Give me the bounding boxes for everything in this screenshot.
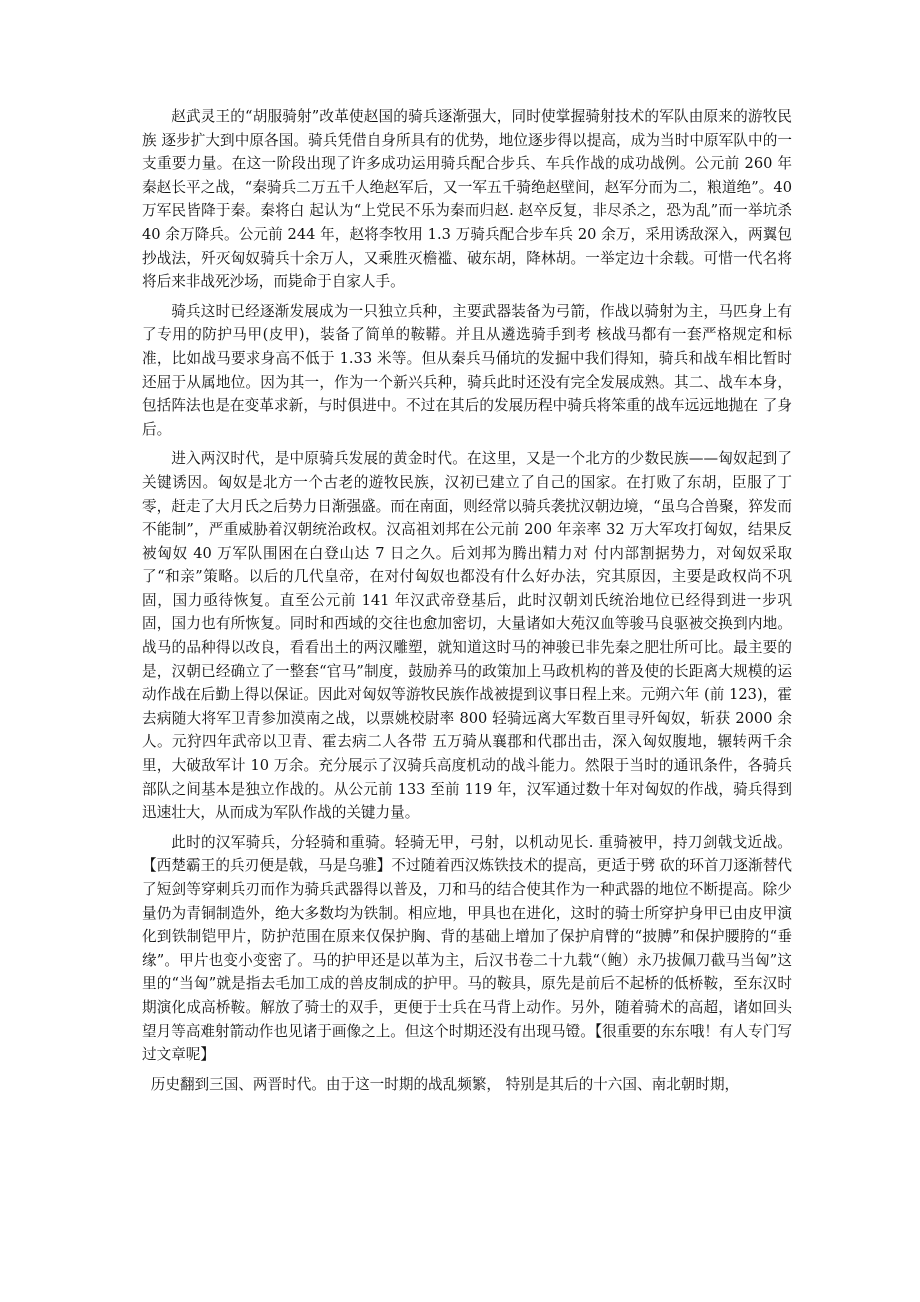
paragraph-zhao-cavalry: 赵武灵王的“胡服骑射”改革使赵国的骑兵逐渐强大，同时使掌握骑射技术的军队由原来的游牧民族 逐步扩大到中原各国。骑兵凭借自身所具有的优势，地位逐步得以提高，成为当时中原军队中的一支重要力量。在这一阶段出现了许多成功运用骑兵配合步兵、车兵作战的成功战例。公元前 260 年秦赵长平之战，“秦骑兵二万五千人绝赵军后，又一军五千骑绝赵壁间，赵军分而为二，粮道绝”。40 万军民皆降于秦。秦将白 起认为“上党民不乐为秦而归赵. 赵卒反复，非尽杀之，恐为乱”而一举坑杀 40 余万降兵。公元前 244 年，赵将李牧用 1.3 万骑兵配合步车兵 20 余万，采用诱敌深入，两翼包抄战法，歼灭匈奴骑兵十余万人，又乘胜灭檐褴、破东胡，降林胡。一举定边十余载。可惜一代名将将后来非战死沙场，而毙命于自家人手。 bbox=[142, 108, 792, 291]
paragraph-han-light-heavy-cavalry: 此时的汉军骑兵，分轻骑和重骑。轻骑无甲，弓射，以机动见长. 重骑被甲，持刀剑戟戈近战。【西楚霸王的兵刃便是戟，马是乌骓】不过随着西汉炼铁技术的提高，更适于劈 砍的环首刀逐渐替代了短剑等穿刺兵刃而作为骑兵武器得以普及，刀和马的结合使其作为一种武器的地位不断提高。除少量仍为青铜制造外，绝大多数均为铁制。相应地，甲具也在进化，这时的骑士所穿护身甲已由皮甲演化到铁制铠甲片，防护范围在原来仅保护胸、背的基础上增加了保护肩臂的“披膊”和保护腰胯的“垂缘”。甲片也变小变密了。马的护甲还是以革为主，后汉书卷二十九载“（鲍）永乃拔佩刀截马当匈”这里的“当匈”就是指去毛加工成的兽皮制成的护甲。马的鞍具，原先是前后不起桥的低桥鞍，至东汉时期演化成高桥鞍。解放了骑士的双手，更便于士兵在马背上动作。另外，随着骑术的高超，诸如回头望月等高难射箭动作也见诸于画像之上。但这个时期还没有出现马镫。【很重要的东东哦！有人专门写过文章呢】 bbox=[142, 833, 792, 1064]
paragraph-independent-arm: 骑兵这时已经逐渐发展成为一只独立兵种，主要武器装备为弓箭，作战以骑射为主，马匹身上有了专用的防护马甲(皮甲)，装备了简单的鞍鞯。并且从遴选骑手到考 核战马都有一套严格规定和标准，比如战马要求身高不低于 1.33 米等。但从秦兵马俑坑的发掘中我们得知，骑兵和战车相比暂时还屈于从属地位。因为其一，作为一个新兴兵种，骑兵此时还没有完全发展成熟。其二、战车本身，包括阵法也是在变革求新，与时俱进中。不过在其后的发展历程中骑兵将笨重的战车远远地抛在 了身后。 bbox=[142, 302, 792, 438]
paragraph-han-golden-age: 进入两汉时代，是中原骑兵发展的黄金时代。在这里，又是一个北方的少数民族——匈奴起到了关键诱因。匈奴是北方一个古老的遊牧民族，汉初已建立了自己的国家。在打败了东胡，臣服了丁零，赶走了大月氏之后势力日渐强盛。而在南面，则经常以骑兵袭扰汉朝边境，“虽乌合兽聚，猝发而不能制”，严重威胁着汉朝统治政权。汉高祖刘邦在公元前 200 年亲率 32 万大军攻打匈奴，结果反被匈奴 40 万军队围困在白登山达 7 日之久。后刘邦为腾出精力对 付内部割据势力，对匈奴采取了“和亲”策略。以后的几代皇帝，在对付匈奴也都没有什么好办法，究其原因，主要是政权尚不巩固，国力亟待恢复。直至公元前 141 年汉武帝登基后，此时汉朝刘氏统治地位已经得到进一步巩固，国力也有所恢复。同时和西域的交往也愈加密切，大量诸如大苑汉血等骏马良驱被交换到内地。战马的品种得以改良，看看出土的两汉雕塑，就知道这时马的神骏已非先秦之肥壮所可比。最主要的是，汉朝已经确立了一整套“官马”制度，鼓励养马的政策加上马政机构的普及使的长距离大规模的运动作战在后勤上得以保证。因此对匈奴等游牧民族作战被提到议事日程上来。元朔六年 (前 123)，霍去病随大将军卫青参加漠南之战，以票姚校尉率 800 轻骑远离大军数百里寻歼匈奴，斩获 2000 余人。元狩四年武帝以卫青、霍去病二人各带 五万骑从襄郡和代郡出击，深入匈奴腹地，辗转两千余里，大破敌军计 10 万余。充分展示了汉骑兵高度机动的战斗能力。然限于当时的通讯条件，各骑兵部队之间基本是独立作战的。从公元前 133 至前 119 年，汉军通过数十年对匈奴的作战，骑兵得到迅速壮大，从而成为军队作战的关键力量。 bbox=[142, 450, 792, 822]
paragraph-three-kingdoms: 历史翻到三国、两晋时代。由于这一时期的战乱频繁， 特别是其后的十六国、南北朝时期， bbox=[150, 1075, 740, 1093]
document-body bbox=[142, 105, 792, 1102]
